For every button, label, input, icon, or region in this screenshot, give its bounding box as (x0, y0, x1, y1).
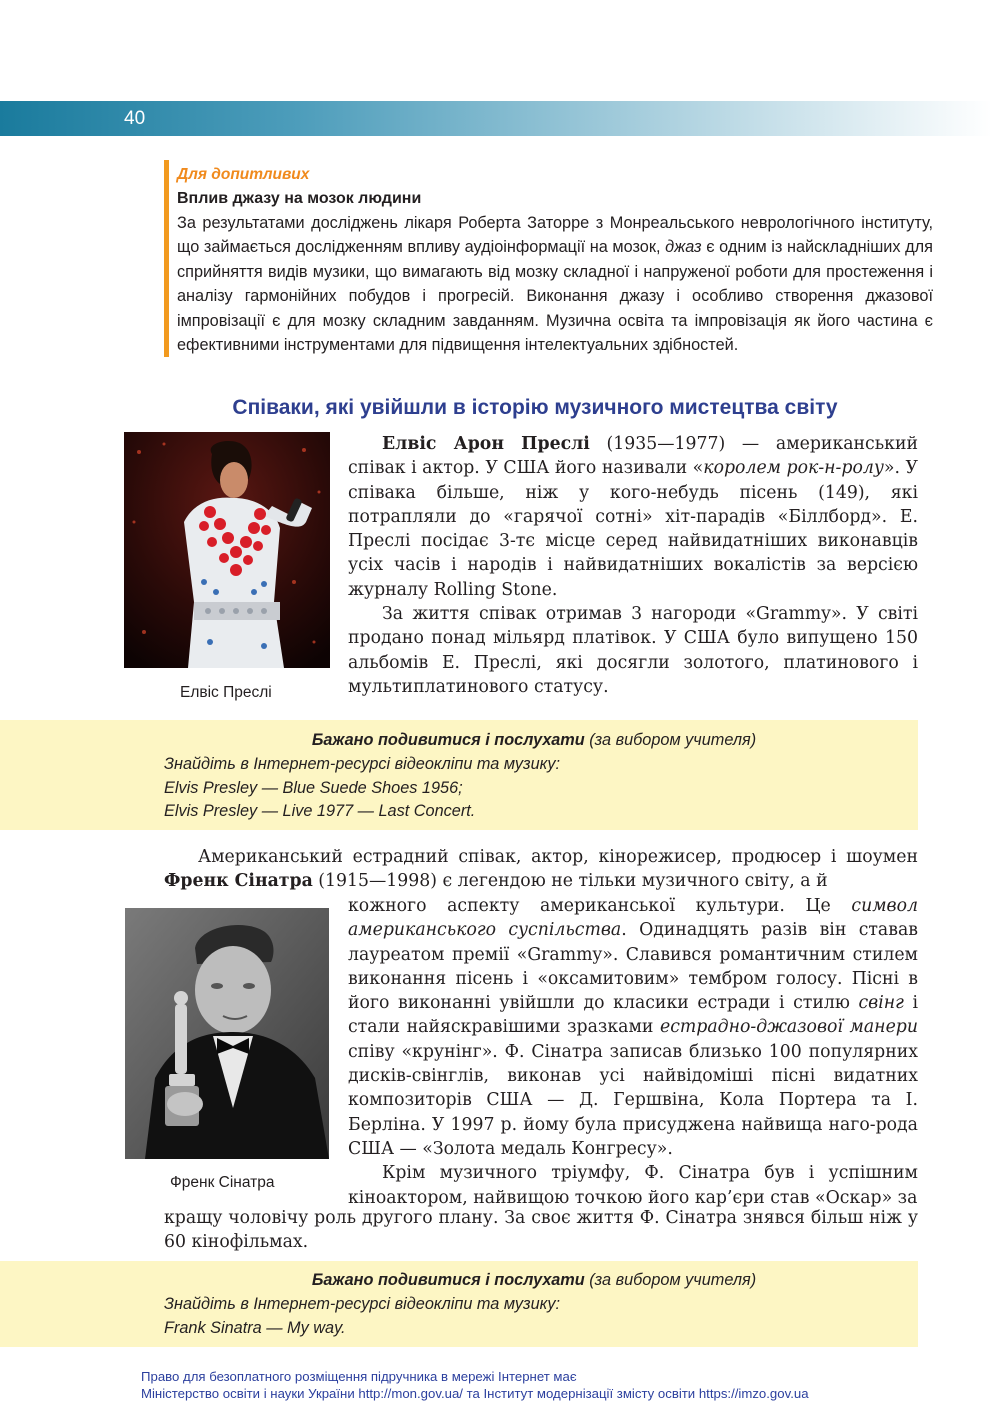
recommend-line: Elvis Presley — Blue Suede Shoes 1956; (164, 778, 463, 797)
footer-line-1: Право для безоплатного розміщення підручника в мережі Інтернет має (141, 1369, 577, 1384)
sinatra-text-italic: естрадно-джазової манери (660, 1017, 918, 1038)
sinatra-name: Френк Сінатра (164, 871, 313, 892)
sinatra-text-part: кожного аспекту американської культури. Це (348, 896, 852, 916)
curious-text-part: є одним із найскладніших для сприйняття видів музики, що вимагають від мозку складної і напруженої роботи для простеження і аналізу гармонійних побудов і прогресій. Виконання джазу і особливо створення джазової імпровізації є для мозку складним завданням. Музична освіта та імпровізація як його частина є ефективними інструментами для підвищення інтелектуальних здібностей. (177, 238, 933, 355)
presley-paragraph-2: За життя співак отримав 3 нагороди «Grammy». У світі продано понад мільярд платівок. У США було випущено 150 альбомів Е. Преслі, які досягли золотого, платинового і мультиплатинового статусу. (348, 604, 918, 697)
curious-heading: Вплив джазу на мозок людини (177, 190, 422, 207)
recommend-title (0, 1269, 918, 1293)
elvis-caption: Елвіс Преслі (180, 684, 272, 701)
footer-line-2: Міністерство освіти і науки України http://mon.gov.ua/ та Інститут модернізації змісту освіти https://imzo.gov.ua (141, 1386, 809, 1401)
elvis-presley-photo (124, 432, 330, 668)
curious-label: Для допитливих (177, 166, 310, 183)
sinatra-text-part: співу «крунінг». Ф. Сінатра записав близько 100 популярних дисків-свінглів, виконав усі найвідоміші пісні видатних композиторів США — Д. Гершвіна, Кола Портера та І. Берліна. У 1997 р. йому була присуджена найвища наго-рода США — «Золота медаль Конгресу». (348, 1041, 918, 1159)
sinatra-text-part: Американський естрадний співак, актор, кінорежисер, продюсер і шоумен (198, 847, 918, 867)
sinatra-text-part: і стали найяскравішими зразками (348, 993, 918, 1038)
sinatra-text-italic: символ американського суспільства (348, 896, 918, 941)
sinatra-text-part: (1915—1998) є легендою не тільки музичного світу, а й (312, 871, 828, 892)
recommend-line: Знайдіть в Інтернет-ресурсі відеокліпи та музику: (164, 754, 560, 773)
page-header-band (0, 101, 992, 136)
sinatra-text-part: . Одинадцять разів він ставав лауреатом премії «Grammy». Славився романтичним стилем виконання пісень і «оксамитовим» тембром голосу. Пісні в його виконанні увійшли до класики естради і стилю (348, 920, 918, 1014)
sinatra-paragraph-2-end: кращу чоловічу роль другого плану. За своє життя Ф. Сінатра знявся більш ніж у 60 кінофільмах. (164, 1208, 918, 1253)
presley-text-part: ». У співака більше, ніж у кого-небудь пісень (149), які потрапляли до «гарячої сотні» хіт-парадів «Біллборд». Е. Преслі посідає 3-тє місце серед найвидатніших виконавців усіх часів і народів і найвидатніших вокалістів за версією журналу Rolling Stone. (348, 458, 918, 600)
presley-paragraph-1 (348, 432, 918, 602)
recommend-title-rest: (за вибором учителя) (584, 731, 757, 749)
recommend-line: Frank Sinatra — My way. (164, 1318, 346, 1337)
recommend-line: Elvis Presley — Live 1977 — Last Concert. (164, 802, 476, 821)
frank-sinatra-photo (125, 908, 329, 1159)
section-title: Співаки, які увійшли в історію музичного мистецтва світу (232, 396, 838, 419)
recommend-title-rest: (за вибором учителя) (584, 1271, 757, 1289)
sinatra-text (348, 894, 918, 1210)
footer-notice (141, 1368, 809, 1402)
recommend-box-sinatra (0, 1261, 918, 1347)
presley-name: Елвіс Арон Преслі (382, 434, 590, 454)
recommend-box-presley (0, 720, 918, 830)
sinatra-text-continued (164, 1206, 918, 1255)
recommend-title-bold: Бажано подивитися і послухати (311, 1271, 585, 1289)
page-number: 40 (124, 108, 146, 129)
sinatra-paragraph-2: Крім музичного тріумфу, Ф. Сінатра був і успішним кіноактором, найвищою точкою його кар’єри став «Оскар» за (348, 1163, 918, 1208)
curious-text (177, 211, 933, 357)
curious-text-part: За результатами досліджень лікаря Роберта Заторре з Монреальського неврологічного інституту, що займається дослідженням впливу аудіоінформації на мозок, (177, 214, 933, 257)
sinatra-caption: Френк Сінатра (170, 1174, 275, 1191)
recommend-title-bold: Бажано подивитися і послухати (311, 731, 585, 749)
presley-text (348, 432, 918, 699)
curious-box (164, 160, 933, 357)
curious-text-italic: джаз (665, 238, 702, 257)
sinatra-paragraph-1 (348, 894, 918, 1161)
recommend-line: Знайдіть в Інтернет-ресурсі відеокліпи та музику: (164, 1294, 560, 1313)
presley-text-part: (1935—1977) — американський співак і актор. У США його називали « (348, 434, 918, 479)
presley-text-italic: королем рок-н-ролу (703, 458, 884, 479)
sinatra-text-italic: свінг (858, 993, 904, 1014)
sinatra-intro (164, 845, 918, 894)
recommend-title (0, 729, 918, 753)
sinatra-intro-paragraph (164, 845, 918, 894)
